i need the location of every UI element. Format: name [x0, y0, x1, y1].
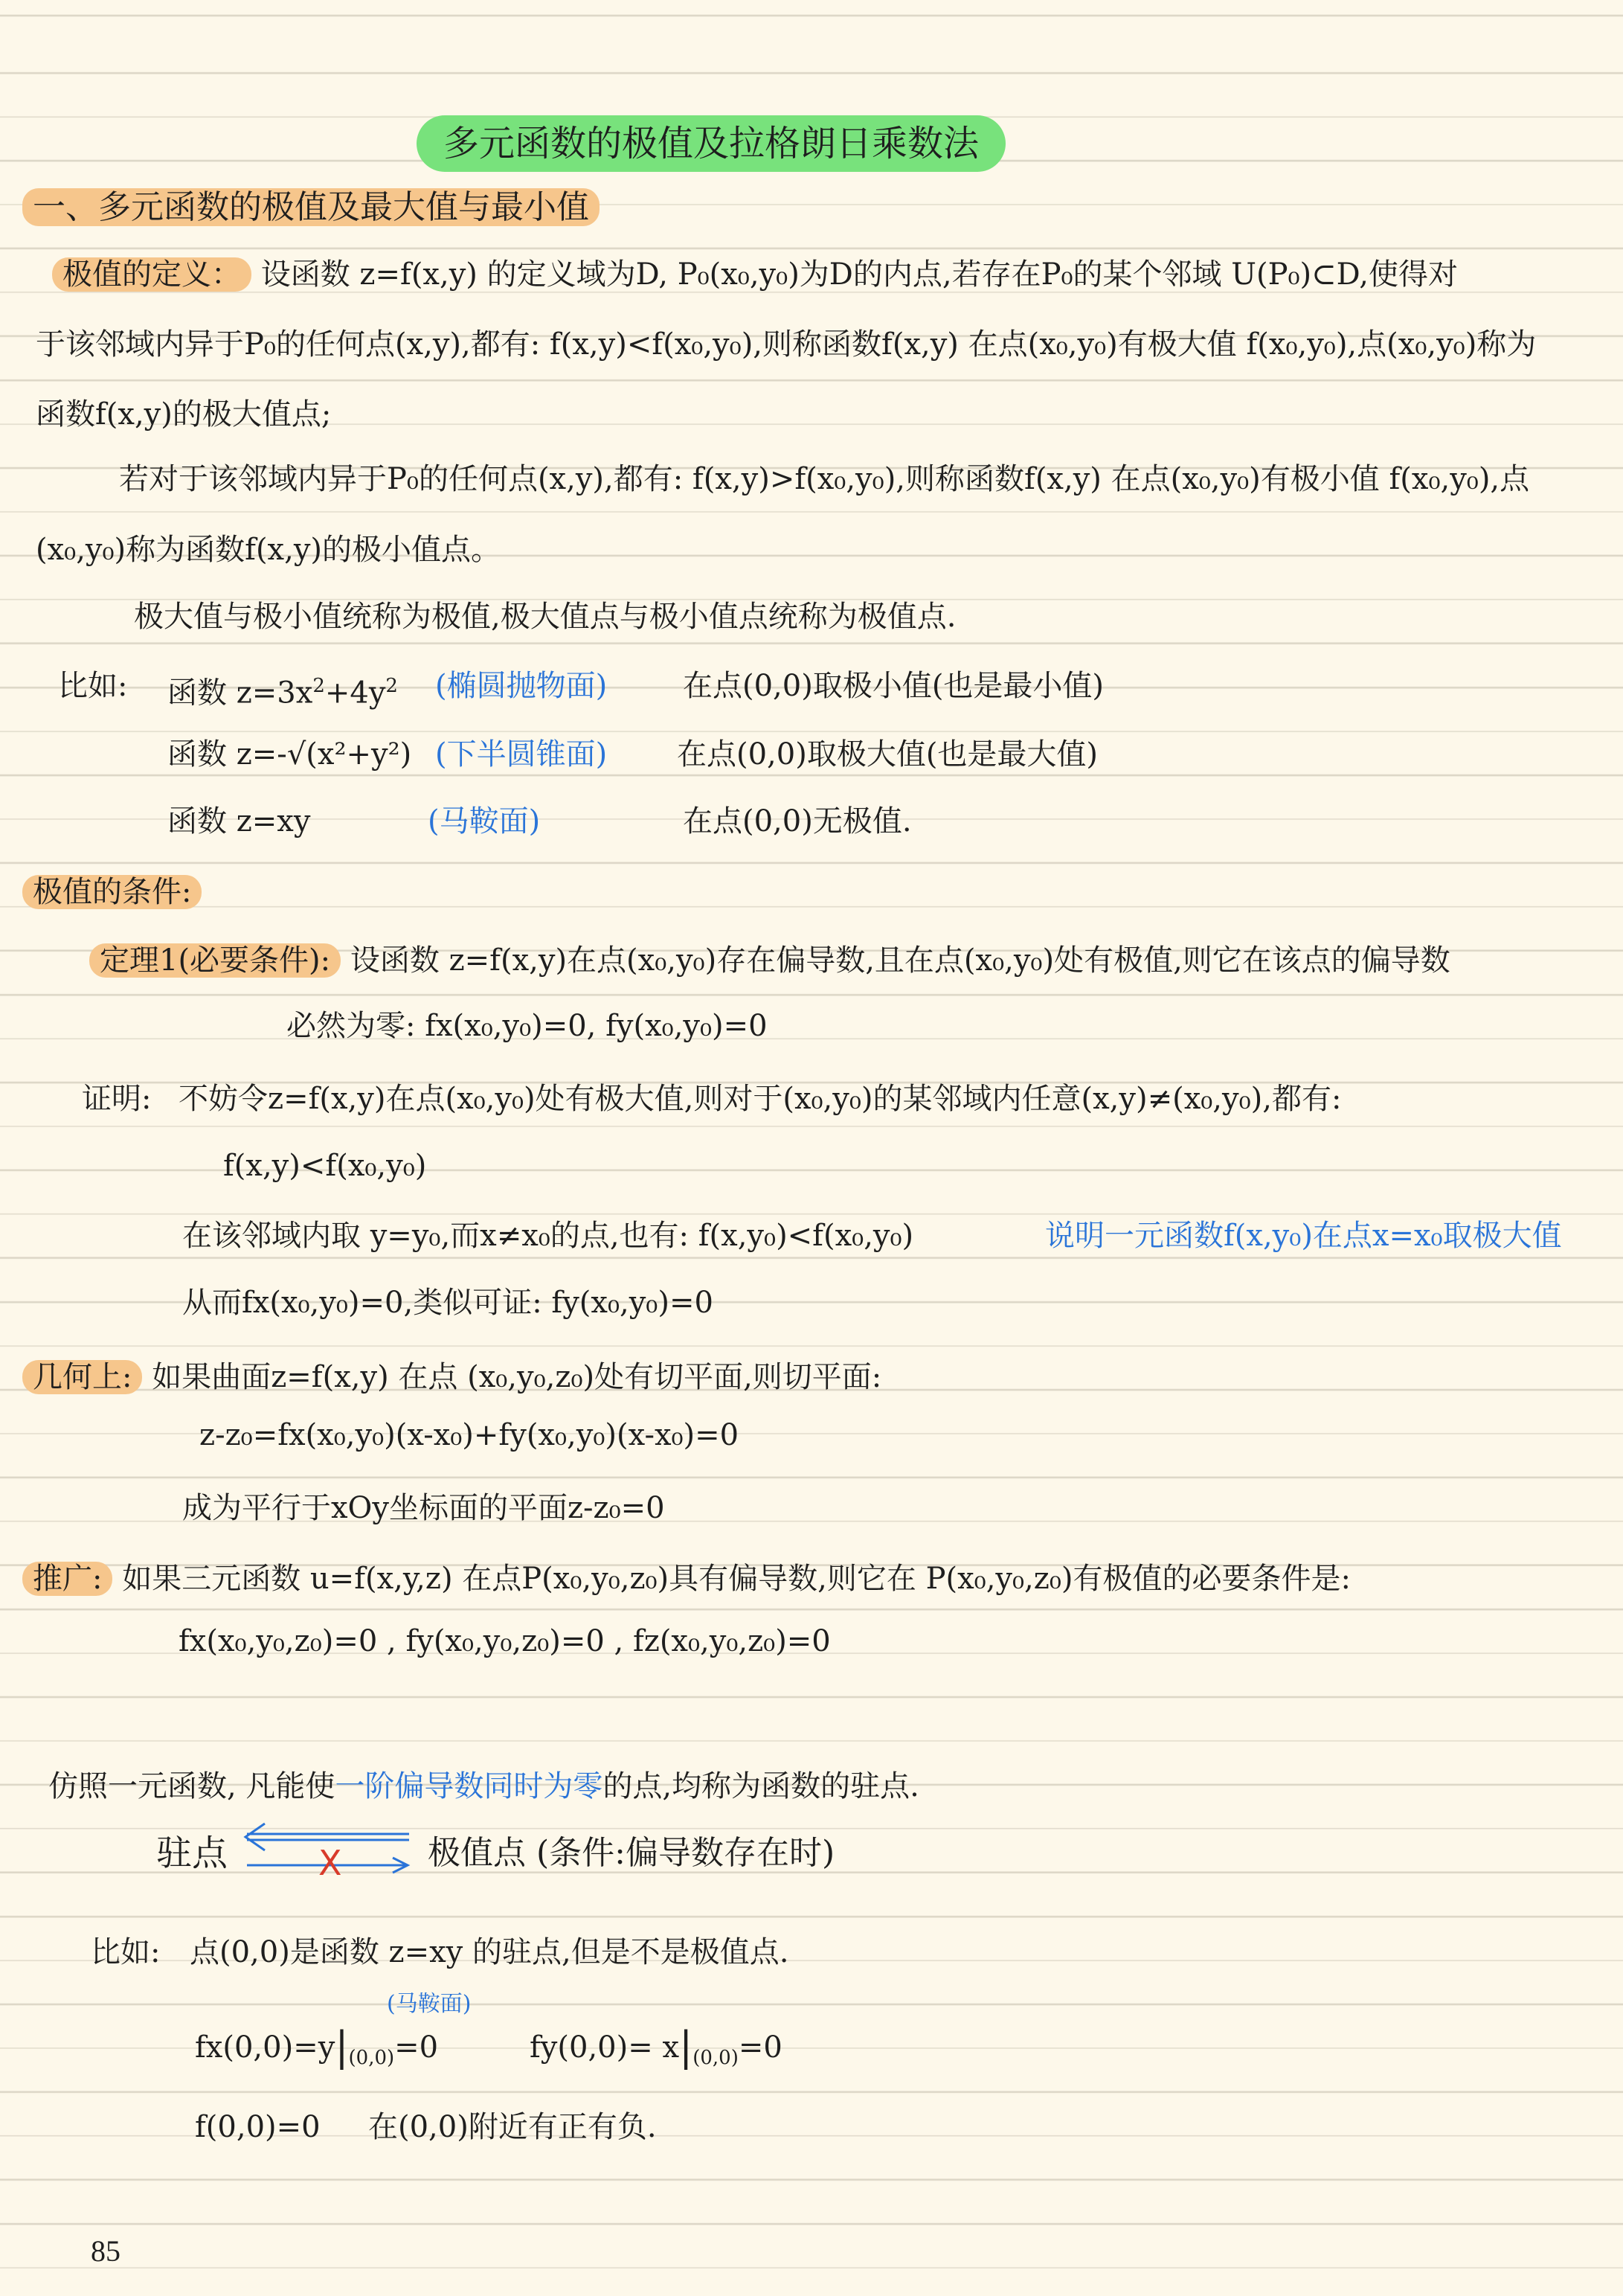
page-title: 多元函数的极值及拉格朗日乘数法 — [417, 115, 1006, 172]
stationary-example-line: 点(0,0)是函数 z=xy 的驻点,但是不是极值点. — [190, 1935, 789, 1969]
proof-line-3: 在该邻域内取 y=y₀,而x≠x₀的点,也有: f(x,y₀)<f(x₀,y₀) — [182, 1219, 914, 1253]
fx-lhs: fx(0,0)=y — [195, 2030, 335, 2065]
page-number: 85 — [91, 2234, 120, 2268]
generalization-line-2: fx(x₀,y₀,z₀)=0 , fy(x₀,y₀,z₀)=0 , fz(x₀,y₀,z₀)=0 — [179, 1624, 831, 1658]
f-sign-note: 在(0,0)附近有正有负. — [368, 2110, 657, 2144]
proof-line-4: 从而fx(x₀,y₀)=0,类似可证: fy(x₀,y₀)=0 — [182, 1286, 713, 1320]
definition-text-1: 设函数 z=f(x,y) 的定义域为D, P₀(x₀,y₀)为D的内点,若存在P₀的某个邻域 U(P₀)⊂D,使得对 — [260, 257, 1458, 292]
proof-line-2: f(x,y)<f(x₀,y₀) — [223, 1149, 427, 1183]
example-func-1 — [167, 664, 398, 714]
cross-mark-icon: X — [318, 1843, 342, 1883]
example-func-1-sup2: 2 — [385, 675, 398, 697]
example-func-2: 函数 z=-√(x²+y²) — [167, 737, 412, 772]
stationary-blue-text: 一阶偏导数同时为零 — [335, 1769, 603, 1803]
definition-label: 极值的定义： — [52, 257, 251, 292]
theorem-text-1: 设函数 z=f(x,y)在点(x₀,y₀)存在偏导数,且在点(x₀,y₀)处有极值,则它在该点的偏导数 — [350, 943, 1450, 978]
definition-line-6: 极大值与极小值统称为极值,极大值点与极小值点统称为极值点. — [134, 600, 957, 634]
stationary-point-label: 驻点 — [156, 1832, 228, 1874]
definition-line-5: (x₀,y₀)称为函数f(x,y)的极小值点。 — [36, 533, 501, 567]
proof-line-3-note: 说明一元函数f(x,y₀)在点x=x₀取极大值 — [1045, 1219, 1562, 1253]
fy-eval-bar: | — [679, 2023, 693, 2070]
geometry-label: 几何上: — [22, 1360, 142, 1394]
extremum-point-label: 极值点 (条件:偏导数存在时) — [428, 1834, 835, 1872]
definition-line-3: 函数f(x,y)的极大值点; — [36, 397, 332, 432]
proof-line-1: 不妨令z=f(x,y)在点(x₀,y₀)处有极大值,则对于(x₀,y₀)的某邻域内任意(x,y)≠(x₀,y₀),都有: — [179, 1082, 1342, 1116]
fx-sub: (0,0) — [348, 2047, 395, 2069]
definition-line-1 — [52, 253, 1458, 296]
example-label: 比如: — [58, 669, 128, 703]
condition-label: 极值的条件: — [22, 875, 202, 909]
proof-label: 证明: — [82, 1082, 152, 1116]
geometry-line-3: 成为平行于xOy坐标面的平面z-z₀=0 — [182, 1491, 665, 1525]
generalization-label: 推广: — [22, 1562, 112, 1596]
fy-lhs: fy(0,0)= x — [530, 2030, 680, 2065]
theorem-line-2: 必然为零: fx(x₀,y₀)=0, fy(x₀,y₀)=0 — [286, 1009, 768, 1043]
stationary-line-1 — [48, 1765, 919, 1808]
fx-eval-bar: | — [335, 2023, 349, 2070]
example-result-3: 在点(0,0)无极值. — [683, 804, 912, 838]
fy-equation — [530, 2025, 782, 2079]
example-note-3: (马鞍面) — [428, 804, 541, 838]
example-func-1-sup: 2 — [312, 675, 325, 697]
generalization-text-1: 如果三元函数 u=f(x,y,z) 在点P(x₀,y₀,z₀)具有偏导数,则它在 P(x₀,y₀,z₀)有极值的必要条件是: — [122, 1562, 1351, 1596]
condition-heading — [22, 870, 202, 914]
theorem-line-1 — [89, 939, 1450, 982]
section-heading-text: 一、多元函数的极值及最大值与最小值 — [22, 188, 600, 226]
stationary-suffix: 的点,均称为函数的驻点. — [602, 1769, 919, 1803]
saddle-note: (马鞍面) — [387, 1991, 472, 2017]
example-note-2: (下半圆锥面) — [435, 737, 608, 772]
generalization-line-1 — [22, 1557, 1351, 1600]
stationary-example-label: 比如: — [91, 1935, 161, 1969]
geometry-line-2: z-z₀=fx(x₀,y₀)(x-x₀)+fy(x₀,y₀)(x-x₀)=0 — [199, 1418, 739, 1452]
example-result-2: 在点(0,0)取极大值(也是最大值) — [677, 737, 1099, 772]
example-func-3: 函数 z=xy — [167, 804, 311, 838]
example-func-1-b: +4y — [324, 676, 386, 711]
section-heading — [22, 186, 600, 229]
fy-sub: (0,0) — [692, 2047, 739, 2069]
fx-rhs: =0 — [394, 2030, 439, 2065]
fy-rhs: =0 — [738, 2030, 782, 2065]
geometry-text-1: 如果曲面z=f(x,y) 在点 (x₀,y₀,z₀)处有切平面,则切平面: — [152, 1360, 882, 1394]
theorem-label: 定理1(必要条件): — [89, 943, 341, 978]
fx-equation — [195, 2025, 438, 2079]
example-result-1: 在点(0,0)取极小值(也是最小值) — [683, 669, 1105, 703]
f-value-line: f(0,0)=0 — [195, 2110, 321, 2144]
example-note-1: (椭圆抛物面) — [435, 669, 608, 703]
example-func-1-a: 函数 z=3x — [167, 676, 313, 711]
geometry-line-1 — [22, 1356, 881, 1399]
definition-line-4: 若对于该邻域内异于P₀的任何点(x,y),都有: f(x,y)>f(x₀,y₀),则称函数f(x,y) 在点(x₀,y₀)有极小值 f(x₀,y₀),点 — [119, 462, 1530, 496]
definition-line-2: 于该邻域内异于P₀的任何点(x,y),都有: f(x,y)<f(x₀,y₀),则称函数f(x,y) 在点(x₀,y₀)有极大值 f(x₀,y₀),点(x₀,y₀)称为 — [36, 327, 1537, 362]
stationary-prefix: 仿照一元函数, 凡能使 — [48, 1769, 335, 1803]
